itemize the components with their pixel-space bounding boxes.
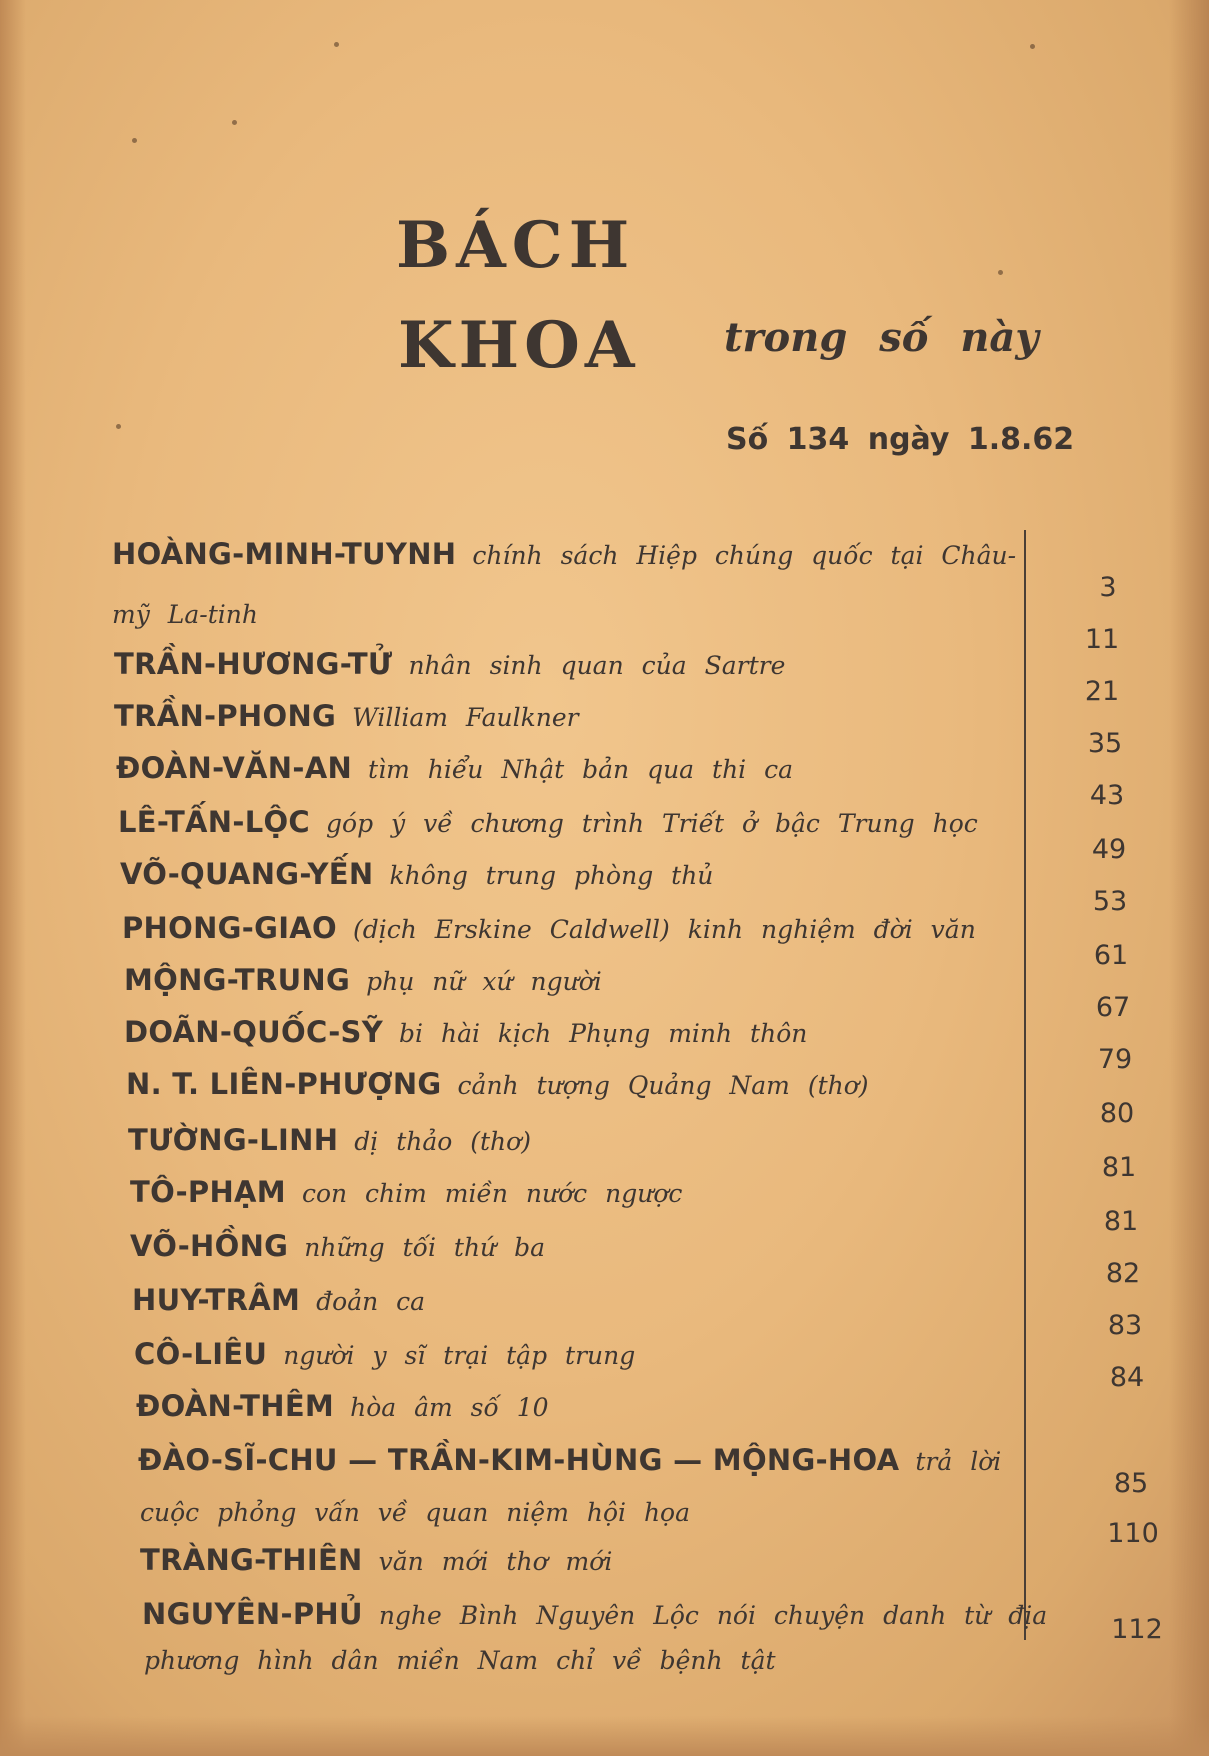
toc-work: góp ý về chương trình Triết ở bậc Trung học (326, 809, 978, 838)
toc-author: VÕ-HỒNG (130, 1229, 289, 1263)
toc-page-number: 82 (1105, 1258, 1141, 1289)
toc-page-number: 49 (1091, 834, 1127, 865)
toc-work: người y sĩ trại tập trung (283, 1341, 636, 1370)
toc-work: hòa âm số 10 (350, 1393, 549, 1422)
toc-work-continued: cuộc phỏng vấn về quan niệm hội họa (140, 1498, 691, 1527)
toc-entry (124, 1015, 808, 1049)
toc-work: phụ nữ xứ người (366, 967, 602, 996)
toc-page-number: 3 (1099, 572, 1117, 603)
toc-page-number: 11 (1084, 624, 1120, 655)
toc-page-number: 81 (1103, 1206, 1139, 1237)
toc-author: ĐÀO-SĨ-CHU — TRẦN-KIM-HÙNG — MỘNG-HOA (138, 1443, 900, 1477)
toc-work: không trung phòng thủ (389, 861, 714, 890)
toc-entry (116, 751, 794, 785)
toc-entry (134, 1337, 636, 1371)
toc-entry (120, 857, 714, 891)
toc-entry (112, 537, 1017, 571)
toc-work: chính sách Hiệp chúng quốc tại Châu- (472, 541, 1017, 570)
toc-author: TƯỜNG-LINH (128, 1123, 339, 1157)
toc-work: nghe Bình Nguyên Lộc nói chuyện danh từ địa (378, 1601, 1048, 1630)
toc-entry (142, 1597, 1048, 1631)
toc-entry (114, 699, 579, 733)
toc-work: William Faulkner (352, 703, 579, 732)
toc-entry (118, 805, 978, 839)
toc-author: NGUYÊN-PHỦ (142, 1597, 363, 1631)
toc-author: PHONG-GIAO (122, 911, 337, 945)
toc-page-number: 110 (1107, 1518, 1159, 1549)
toc-entry (126, 1067, 869, 1101)
toc-entry (122, 911, 976, 945)
toc-page-number: 35 (1087, 728, 1123, 759)
toc-page-number: 83 (1107, 1310, 1143, 1341)
toc-divider (1024, 530, 1026, 1640)
toc-author: LÊ-TẤN-LỘC (118, 805, 311, 839)
toc-author: DOÃN-QUỐC-SỸ (124, 1015, 384, 1049)
toc-work: trả lời (915, 1447, 1002, 1476)
toc-work: tìm hiểu Nhật bản qua thi ca (368, 755, 794, 784)
toc-work: những tối thứ ba (304, 1233, 546, 1262)
toc-page-number: 84 (1109, 1362, 1145, 1393)
toc-page-number: 85 (1113, 1468, 1149, 1499)
toc-page-number: 80 (1099, 1098, 1135, 1129)
toc-author: CÔ-LIÊU (134, 1337, 268, 1371)
toc-page-number: 53 (1092, 886, 1128, 917)
toc-work: (dịch Erskine Caldwell) kinh nghiệm đời văn (352, 915, 976, 944)
toc-work: bi hài kịch Phụng minh thôn (399, 1019, 808, 1048)
toc-author: TRÀNG-THIÊN (140, 1543, 363, 1577)
toc-work-continued: phương hình dân miền Nam chỉ về bệnh tật (144, 1646, 776, 1675)
toc-author: HOÀNG-MINH-TUYNH (112, 537, 457, 571)
toc-entry (128, 1123, 531, 1157)
toc-author: TRẦN-HƯƠNG-TỬ (114, 647, 393, 681)
subtitle: trong số này (724, 314, 1039, 361)
toc-author: ĐOÀN-VĂN-AN (116, 751, 353, 785)
toc-author: TRẦN-PHONG (114, 699, 337, 733)
toc-entry (130, 1175, 683, 1209)
toc-entry (130, 1229, 546, 1263)
toc-entry (124, 963, 602, 997)
toc-work: đoản ca (316, 1287, 426, 1316)
toc-page-number: 61 (1093, 940, 1129, 971)
toc-author: HUY-TRÂM (132, 1283, 301, 1317)
issue-info: Số 134 ngày 1.8.62 (726, 422, 1075, 457)
toc-author: TÔ-PHẠM (130, 1175, 286, 1209)
toc-work: dị thảo (thơ) (354, 1127, 531, 1156)
toc-page-number: 112 (1111, 1614, 1163, 1645)
toc-author: VÕ-QUANG-YẾN (120, 857, 374, 891)
toc-author: MỘNG-TRUNG (124, 963, 351, 997)
toc-page-number: 81 (1101, 1152, 1137, 1183)
toc-entry (132, 1283, 426, 1317)
magazine-title-line2: KHOA (398, 308, 640, 383)
toc-entry (138, 1443, 1002, 1477)
toc-page-number: 79 (1097, 1044, 1133, 1075)
toc-page-number: 43 (1089, 780, 1125, 811)
toc-author: N. T. LIÊN-PHƯỢNG (126, 1067, 442, 1101)
toc-work-continued: mỹ La-tinh (112, 600, 258, 629)
toc-work: cảnh tượng Quảng Nam (thơ) (457, 1071, 869, 1100)
toc-work: con chim miền nước ngược (301, 1179, 683, 1208)
toc-author: ĐOÀN-THÊM (136, 1389, 335, 1423)
toc-page-number: 67 (1095, 992, 1131, 1023)
toc-page-number: 21 (1084, 676, 1120, 707)
toc-entry (114, 647, 786, 681)
toc-work: văn mới thơ mới (378, 1547, 613, 1576)
toc-entry (136, 1389, 549, 1423)
toc-work: nhân sinh quan của Sartre (408, 651, 786, 680)
magazine-title-line1: BÁCH (396, 208, 636, 283)
toc-entry (140, 1543, 613, 1577)
